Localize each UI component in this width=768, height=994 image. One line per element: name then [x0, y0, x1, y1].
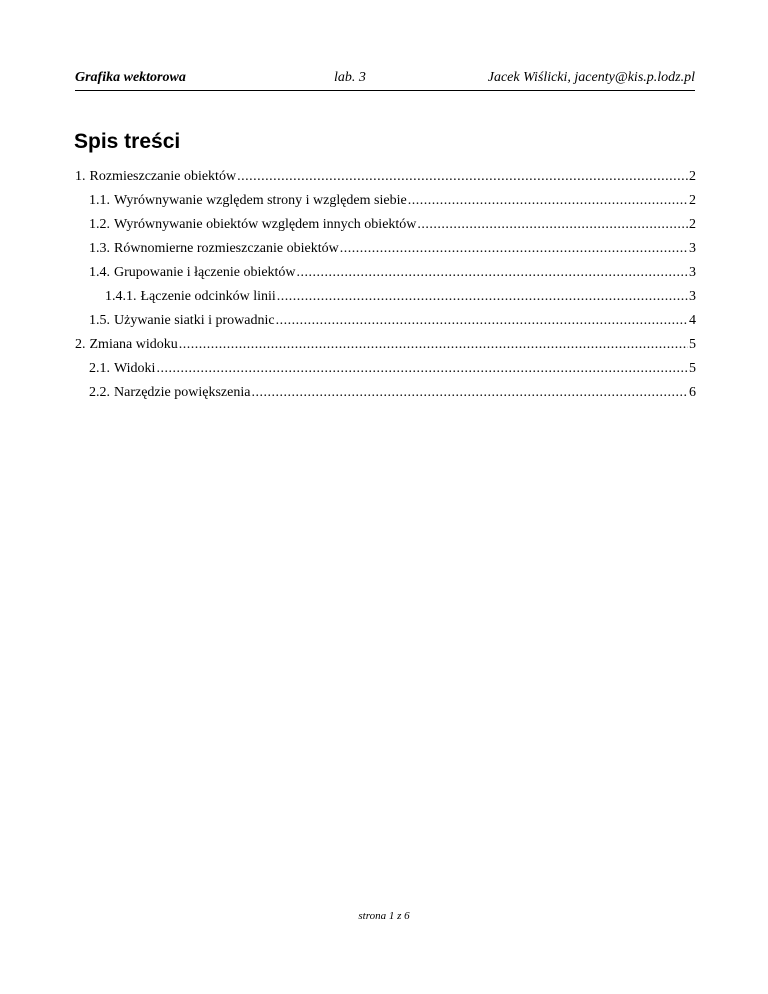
toc-entry-1[interactable] [75, 165, 696, 189]
toc-dot-leader [237, 165, 688, 189]
toc-entry-2-2[interactable] [75, 381, 696, 405]
toc-dot-leader [276, 309, 688, 333]
toc-entry-page: 5 [689, 337, 696, 352]
toc-entry-title: Widoki [114, 361, 156, 376]
toc-entry-1-4[interactable] [75, 261, 696, 285]
toc-dot-leader [297, 261, 688, 285]
toc-entry-1-4-1[interactable] [75, 285, 696, 309]
toc-entry-page: 2 [689, 193, 696, 208]
toc-entry-page: 2 [689, 169, 696, 184]
toc-entry-2[interactable] [75, 333, 696, 357]
toc-dot-leader [408, 189, 688, 213]
header-author: Jacek Wiślicki, jacenty@kis.p.lodz.pl [487, 70, 695, 85]
toc-entry-title: Narzędzie powiększenia [114, 385, 251, 400]
toc-entry-title: Zmiana widoku [89, 337, 178, 352]
page-header [75, 68, 695, 91]
toc-dot-leader [277, 285, 688, 309]
toc-entry-page: 2 [689, 217, 696, 232]
toc-entry-page: 5 [689, 361, 696, 376]
toc-entry-number: 2.2. [89, 385, 110, 400]
toc-entry-number: 1.5. [89, 313, 110, 328]
page-footer [0, 910, 768, 922]
toc-title: Spis treści [74, 130, 181, 153]
toc-entry-number: 1.4.1. [105, 289, 137, 304]
toc-entry-page: 3 [689, 241, 696, 256]
toc-entry-1-2[interactable] [75, 213, 696, 237]
toc-entry-1-5[interactable] [75, 309, 696, 333]
toc-entry-page: 3 [689, 289, 696, 304]
toc-entry-2-1[interactable] [75, 357, 696, 381]
toc-dot-leader [340, 237, 688, 261]
toc-entry-1-3[interactable] [75, 237, 696, 261]
toc-entry-title: Rozmieszczanie obiektów [89, 169, 237, 184]
toc-dot-leader [251, 381, 688, 405]
toc-entry-page: 4 [689, 313, 696, 328]
toc-entry-number: 1.1. [89, 193, 110, 208]
table-of-contents [75, 165, 696, 405]
toc-entry-number: 2.1. [89, 361, 110, 376]
toc-entry-title: Równomierne rozmieszczanie obiektów [114, 241, 339, 256]
toc-entry-page: 6 [689, 385, 696, 400]
toc-entry-page: 3 [689, 265, 696, 280]
toc-dot-leader [156, 357, 688, 381]
toc-entry-number: 2. [75, 337, 86, 352]
toc-entry-number: 1. [75, 169, 86, 184]
page-number-label: strona 1 z 6 [358, 910, 410, 922]
header-lab-number: lab. 3 [334, 70, 366, 85]
toc-entry-title: Wyrównywanie obiektów względem innych obiektów [114, 217, 417, 232]
toc-entry-title: Używanie siatki i prowadnic [114, 313, 275, 328]
toc-entry-number: 1.2. [89, 217, 110, 232]
toc-entry-1-1[interactable] [75, 189, 696, 213]
toc-entry-number: 1.4. [89, 265, 110, 280]
header-course-title: Grafika wektorowa [75, 70, 186, 85]
toc-entry-title: Wyrównywanie względem strony i względem siebie [114, 193, 407, 208]
toc-entry-title: Łączenie odcinków linii [140, 289, 276, 304]
toc-entry-number: 1.3. [89, 241, 110, 256]
toc-dot-leader [179, 333, 688, 357]
toc-entry-title: Grupowanie i łączenie obiektów [114, 265, 296, 280]
toc-dot-leader [417, 213, 688, 237]
